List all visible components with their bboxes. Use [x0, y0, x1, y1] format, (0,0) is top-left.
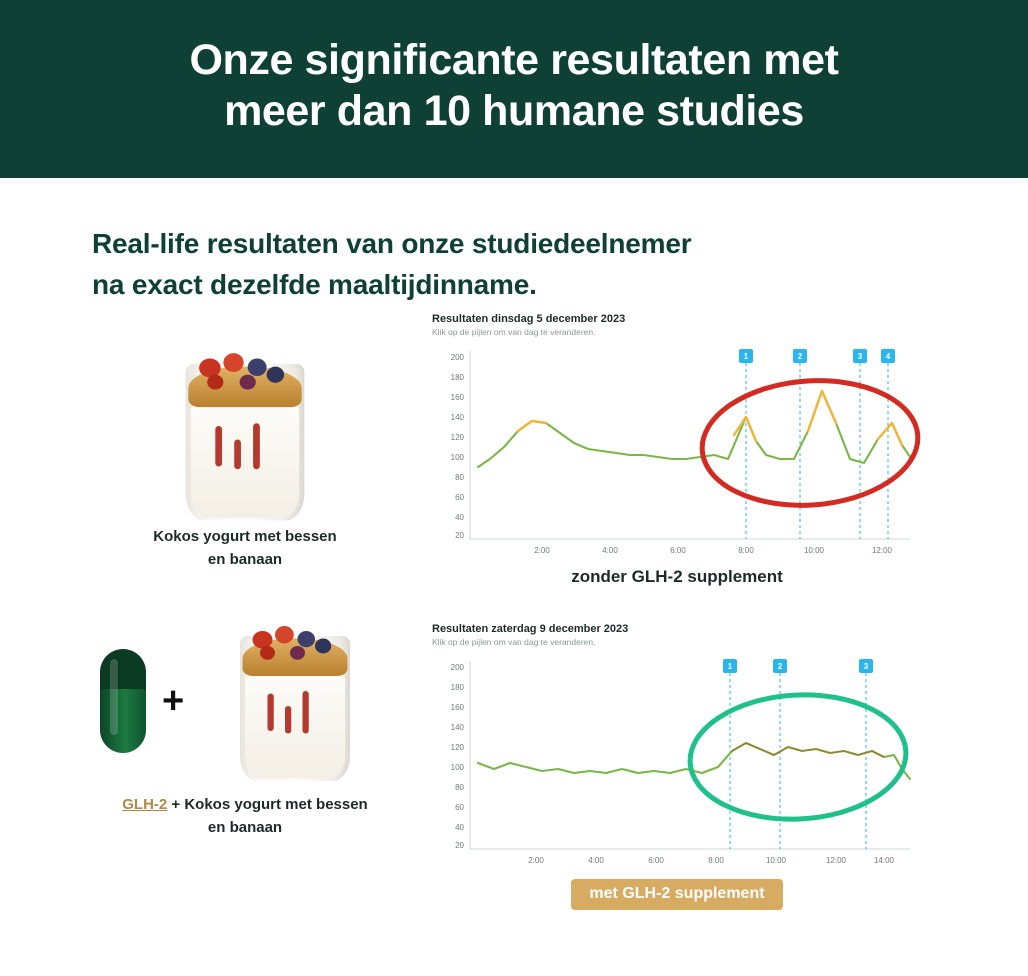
capsule-plus-meal-row [100, 635, 390, 767]
svg-text:12:00: 12:00 [825, 856, 847, 866]
yogurt-glass-icon [175, 345, 315, 523]
yogurt-glass-icon-2 [230, 619, 360, 784]
svg-text:4:00: 4:00 [588, 856, 604, 866]
content-area [0, 305, 1028, 945]
caption-line1-wrap [100, 793, 390, 816]
chart2-subtitle: Klik op de pijlen om van dag te veranderen. [432, 637, 596, 648]
chart1-marker-3[interactable]: 3 [853, 349, 867, 363]
svg-text:80: 80 [455, 783, 464, 793]
meal-only-caption-line2: en banaan [207, 551, 283, 569]
header-banner [0, 0, 1028, 178]
chart2-title: Resultaten zaterdag 9 december 2023 [432, 623, 629, 636]
svg-text:140: 140 [450, 413, 464, 423]
chart2-caption: met GLH-2 supplement [571, 879, 782, 910]
meal-with-supplement-block [100, 635, 390, 840]
chart1-marker-4[interactable]: 4 [881, 349, 895, 363]
svg-text:2:00: 2:00 [528, 856, 544, 866]
svg-text:6:00: 6:00 [670, 546, 686, 556]
chart1-marker-1[interactable]: 1 [739, 349, 753, 363]
chart1-title: Resultaten dinsdag 5 december 2023 [432, 313, 626, 326]
chart1-caption: zonder GLH-2 supplement [571, 567, 783, 587]
meal-only-caption [100, 525, 390, 572]
svg-text:40: 40 [455, 513, 464, 523]
svg-text:20: 20 [455, 531, 464, 541]
svg-text:40: 40 [455, 823, 464, 833]
svg-text:180: 180 [450, 683, 464, 693]
svg-text:4:00: 4:00 [602, 546, 618, 556]
caption-rest: + Kokos yogurt met bessen [167, 796, 368, 814]
meal-with-supplement-caption-line2: en banaan [207, 819, 283, 837]
svg-text:200: 200 [450, 353, 464, 363]
svg-text:160: 160 [450, 393, 464, 403]
svg-text:12:00: 12:00 [871, 546, 893, 556]
svg-text:140: 140 [450, 723, 464, 733]
subheading-line1: Real-life resultaten van onze studiedeelnemer [92, 228, 692, 259]
chart2-marker-3[interactable]: 3 [859, 659, 873, 673]
page-title [189, 35, 838, 136]
capsule-icon [100, 649, 146, 753]
chart1-plot [432, 343, 922, 563]
svg-text:2:00: 2:00 [534, 546, 550, 556]
meal-only-caption-line1: Kokos yogurt met bessen [153, 528, 337, 546]
plus-symbol: + [162, 680, 185, 723]
chart2-marker-2[interactable]: 2 [773, 659, 787, 673]
svg-text:6:00: 6:00 [648, 856, 664, 866]
chart1-subtitle: Klik op de pijlen om van dag te veranderen. [432, 327, 596, 338]
svg-text:200: 200 [450, 663, 464, 673]
subheading-line2: na exact dezelfde maaltijdinname. [92, 268, 537, 300]
page-title-line2: meer dan 10 humane studies [224, 87, 804, 135]
svg-text:120: 120 [450, 743, 464, 753]
svg-text:14:00: 14:00 [873, 856, 895, 866]
chart2-caption-wrap [432, 879, 922, 910]
svg-text:120: 120 [450, 433, 464, 443]
svg-text:8:00: 8:00 [708, 856, 724, 866]
chart1-marker-2[interactable]: 2 [793, 349, 807, 363]
subheading [92, 224, 922, 305]
chart2-marker-1[interactable]: 1 [723, 659, 737, 673]
svg-text:180: 180 [450, 373, 464, 383]
chart2-plot [432, 653, 922, 873]
svg-text:10:00: 10:00 [803, 546, 825, 556]
svg-text:60: 60 [455, 493, 464, 503]
svg-text:160: 160 [450, 703, 464, 713]
svg-text:20: 20 [455, 841, 464, 851]
chart-without-supplement [432, 313, 922, 587]
svg-text:10:00: 10:00 [765, 856, 787, 866]
svg-text:60: 60 [455, 803, 464, 813]
page-title-line1: Onze significante resultaten met [189, 36, 839, 85]
svg-text:100: 100 [450, 453, 464, 463]
svg-text:8:00: 8:00 [738, 546, 754, 556]
svg-text:100: 100 [450, 763, 464, 773]
svg-text:80: 80 [455, 473, 464, 483]
chart-with-supplement [432, 623, 922, 910]
meal-with-supplement-caption [100, 793, 390, 840]
glh2-link[interactable]: GLH-2 [122, 796, 168, 814]
meal-only-block [100, 345, 390, 572]
